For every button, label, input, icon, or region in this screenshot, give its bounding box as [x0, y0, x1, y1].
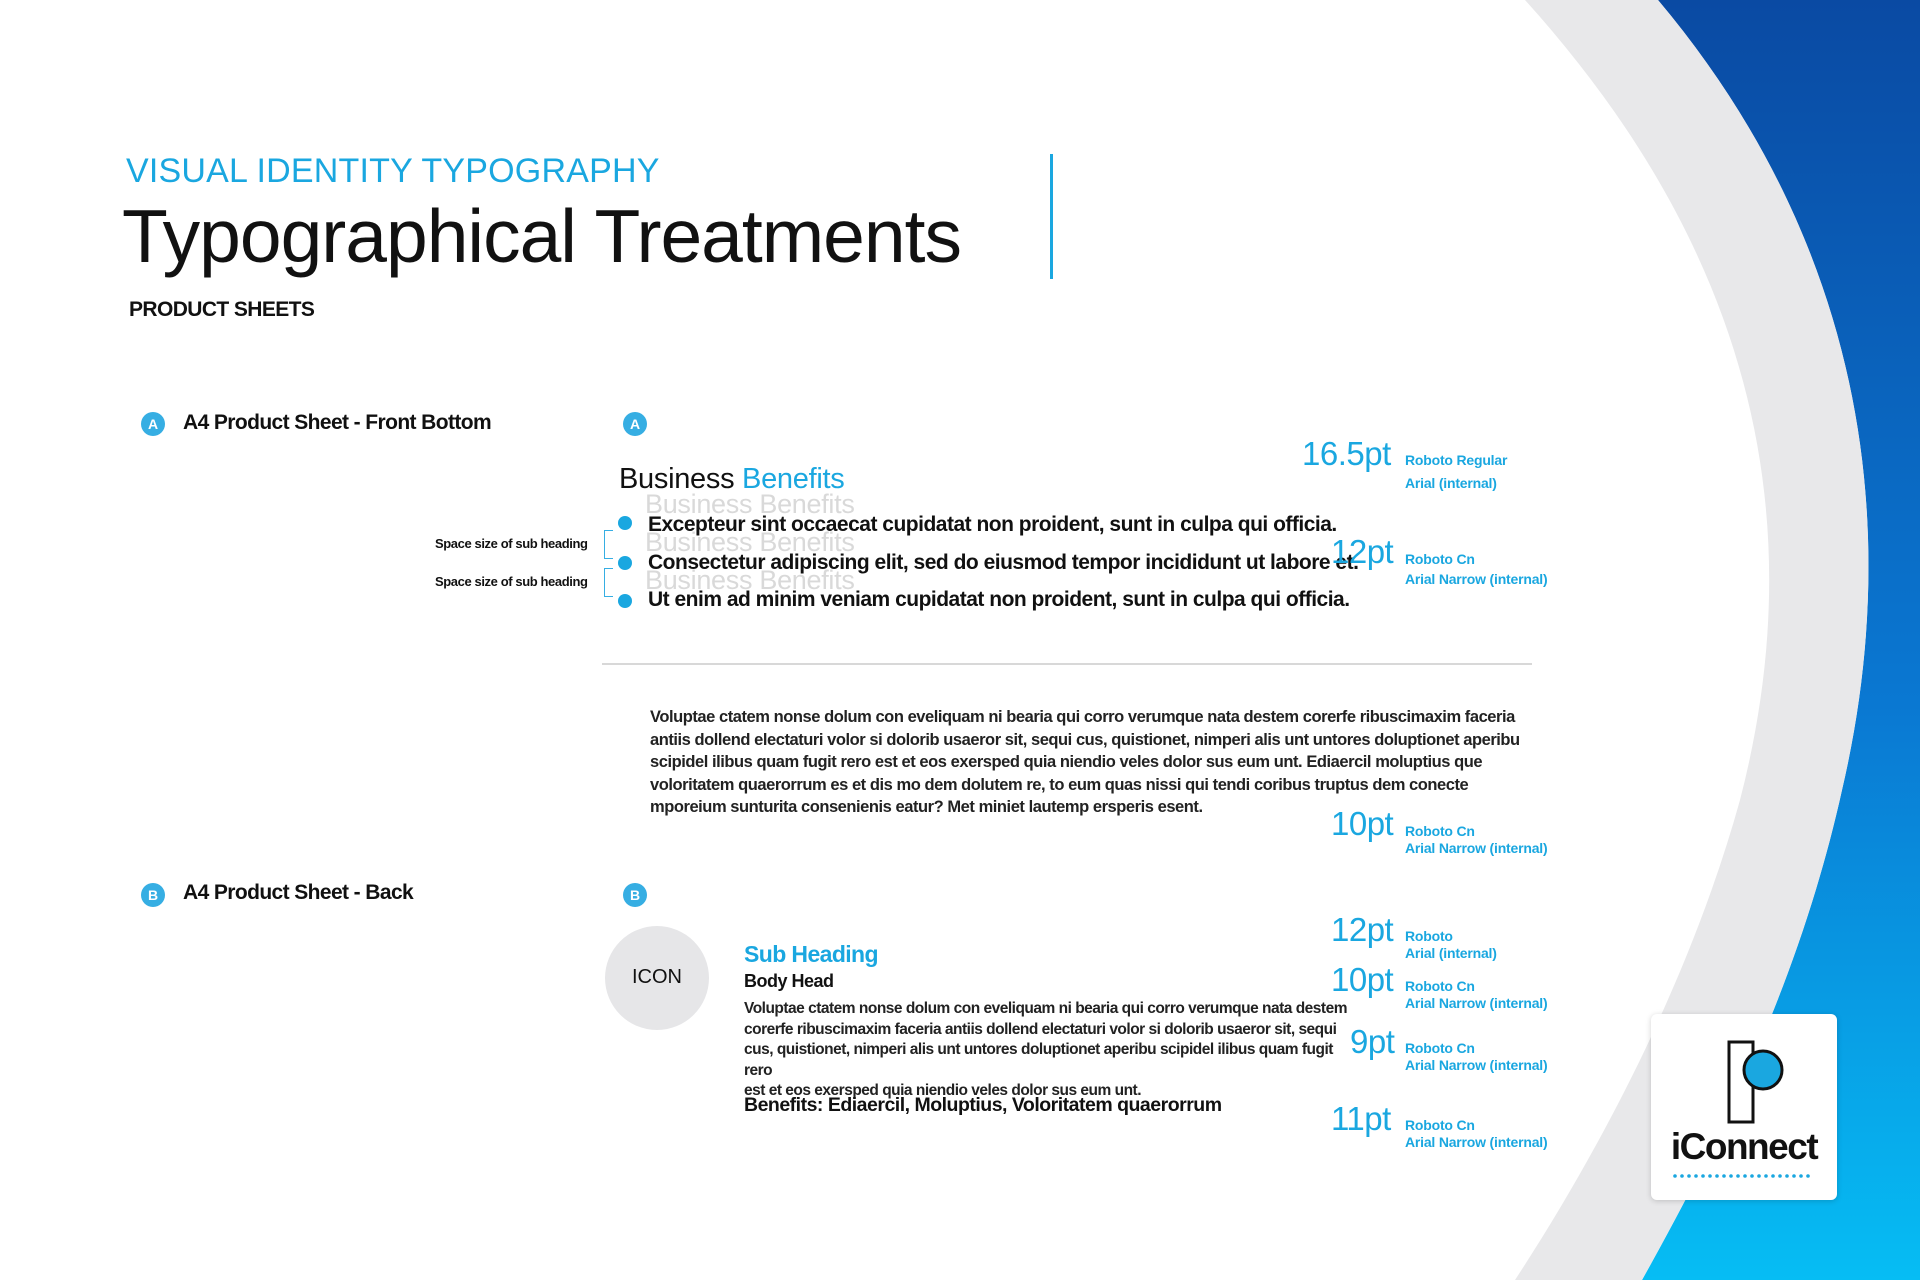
spec-size-2: 12pt [1331, 533, 1394, 570]
body-text [744, 999, 1364, 1102]
section-b-sample-badge: B [623, 883, 647, 907]
body-line: Voluptae ctatem nonse dolum con eveliquam ni bearia qui corro verumque nata destem [744, 1000, 1347, 1017]
spec-alt-7: Arial Narrow (internal) [1405, 1134, 1548, 1150]
iconnect-logo-mark-icon [1651, 1014, 1837, 1200]
body-head: Body Head [744, 971, 834, 991]
space-note-1: Space size of sub heading [435, 536, 588, 551]
spec-font-1: Roboto Regular [1405, 452, 1508, 468]
spec-alt-5: Arial Narrow (internal) [1405, 995, 1548, 1011]
spec-size-5: 10pt [1331, 961, 1394, 998]
spec-size-7: 11pt [1331, 1100, 1391, 1137]
heading-word-2: Benefits [742, 463, 845, 495]
spec-font-7: Roboto Cn [1405, 1117, 1475, 1133]
section-b-badge: B [141, 883, 165, 907]
spec-font-2: Roboto Cn [1405, 551, 1475, 567]
bullet-dot-3 [618, 594, 632, 608]
paragraph-line: scipidel ilibus quam fugit rero est et eos exersped quia niendio veles dolor sus eum unt. Ediaercil moluptius que [650, 753, 1483, 771]
logo-wordmark: iConnect [1670, 1126, 1818, 1167]
spec-alt-3: Arial Narrow (internal) [1405, 840, 1548, 856]
body-line: est et eos exersped quia niendio veles dolor sus eum unt. [744, 1082, 1142, 1099]
space-bracket-1 [604, 530, 613, 559]
spec-alt-6: Arial Narrow (internal) [1405, 1057, 1548, 1073]
bullet-text-3: Ut enim ad minim veniam cupidatat non proident, sunt in culpa qui officia. [648, 588, 1350, 611]
heading-word-1: Business [619, 463, 735, 495]
section-divider [602, 663, 1532, 665]
bullet-dot-2 [618, 556, 632, 570]
body-line: corerfe ribuscimaxim faceria antiis dollend electaturi volor si dolorib usaeror sit, sequi [744, 1020, 1337, 1038]
body-line: cus, quistionet, nimperi alis unt untores doluptionet aperibu scipidel ilibus quam fugit rero [744, 1041, 1333, 1079]
bullet-dot-1 [618, 516, 632, 530]
section-a-sample-badge: A [623, 412, 647, 436]
spec-font-4: Roboto [1405, 928, 1453, 944]
spec-font-3: Roboto Cn [1405, 823, 1475, 839]
spec-alt-1: Arial (internal) [1405, 475, 1497, 491]
spec-size-1: 16.5pt [1302, 435, 1391, 472]
ghost-heading-1: Business Benefits [645, 489, 855, 519]
spec-alt-4: Arial (internal) [1405, 945, 1497, 961]
paragraph-line: antiis dollend electaturi volor si dolorib usaeror sit, sequi cus, quistionet, nimperi alis unt untores doluptionet aperibu [650, 730, 1520, 749]
logo-card [1651, 1014, 1837, 1200]
eyebrow-title: VISUAL IDENTITY TYPOGRAPHY [126, 152, 660, 190]
spec-size-4: 12pt [1331, 911, 1394, 948]
spec-size-3: 10pt [1331, 805, 1394, 842]
benefits-line: Benefits: Ediaercil, Moluptius, Voloritatem quaerorrum [744, 1094, 1222, 1116]
bullet-text-1: Excepteur sint occaecat cupidatat non proident, sunt in culpa qui officia. [648, 513, 1337, 536]
space-note-2: Space size of sub heading [435, 574, 588, 589]
ghost-heading-2: Business Benefits [645, 527, 855, 557]
sub-heading: Sub Heading [744, 941, 878, 967]
spec-font-6: Roboto Cn [1405, 1040, 1475, 1056]
paragraph-line: voloritatem quaerorrum es et dis mo dem dolutem re, to eum quas nissi qui tendi coribus truptus dem conecte [650, 775, 1469, 794]
title-divider [1050, 154, 1053, 279]
icon-placeholder-label: ICON [632, 966, 682, 988]
paragraph-line: mporeium sunturita consenienis eatur? Met miniet lautemp ersperis esent. [650, 798, 1203, 816]
page-title: Typographical Treatments [122, 194, 961, 278]
bullet-text-2: Consectetur adipiscing elit, sed do eiusmod tempor incididunt ut labore et. [648, 551, 1359, 574]
spec-size-6: 9pt [1350, 1023, 1395, 1060]
ghost-heading-3: Business Benefits [645, 565, 855, 595]
paragraph-line: Voluptae ctatem nonse dolum con eveliquam ni bearia qui corro verumque nata destem corerfe ribuscimaxim faceria [650, 708, 1515, 726]
space-bracket-2 [604, 568, 613, 597]
page-subtitle: PRODUCT SHEETS [129, 298, 315, 321]
body-paragraph [650, 706, 1550, 819]
section-b-title: A4 Product Sheet - Back [183, 881, 414, 904]
section-a-badge: A [141, 412, 165, 436]
spec-font-5: Roboto Cn [1405, 978, 1475, 994]
spec-alt-2: Arial Narrow (internal) [1405, 571, 1548, 587]
section-a-title: A4 Product Sheet - Front Bottom [183, 411, 492, 434]
